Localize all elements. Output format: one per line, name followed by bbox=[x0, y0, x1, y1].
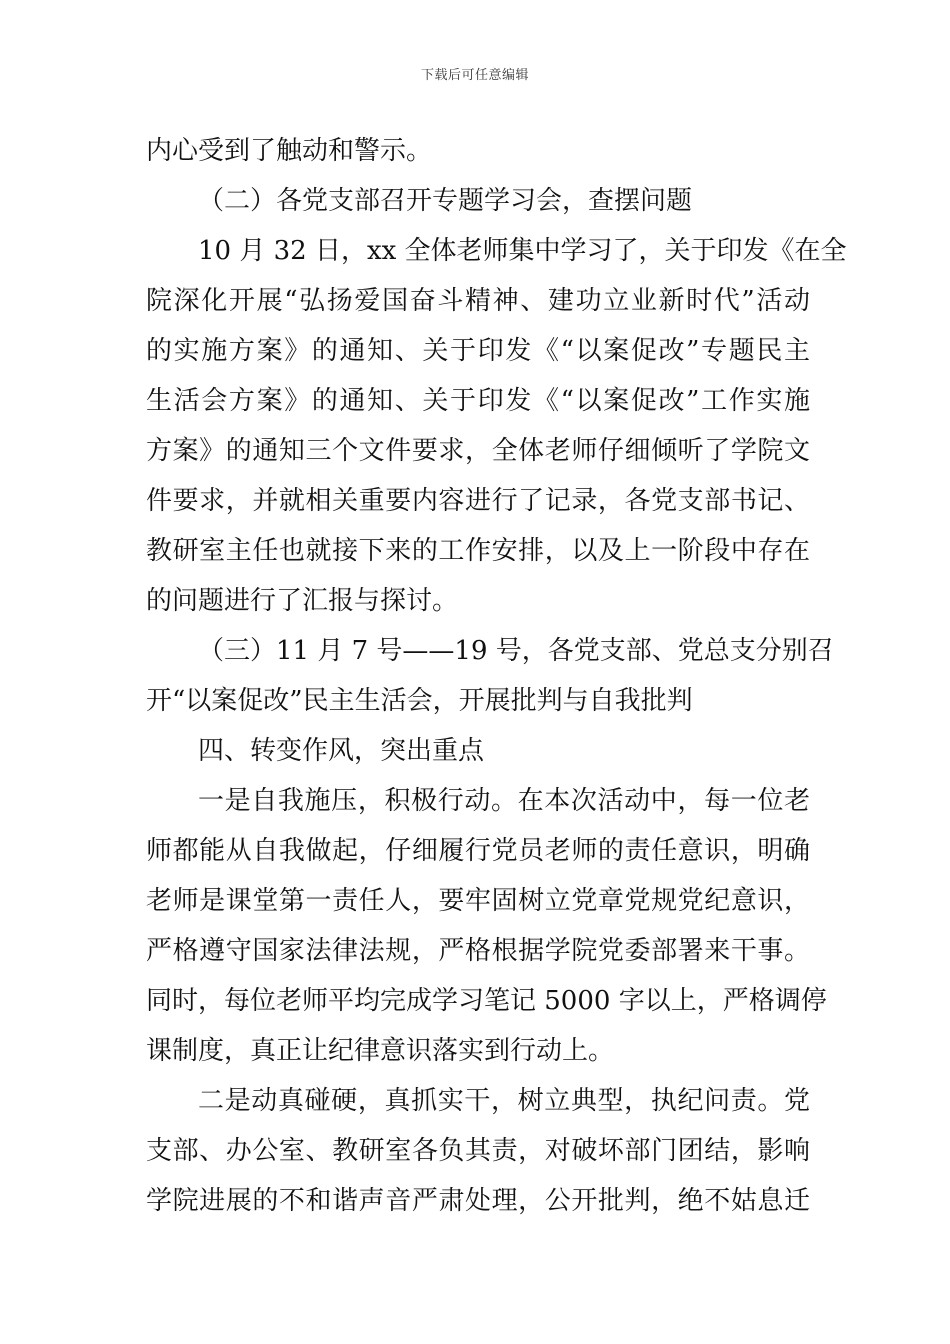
text-line: 内心受到了触动和警示。 bbox=[146, 136, 433, 166]
text-line: 方案》的通知三个文件要求，全体老师仔细倾听了学院文 bbox=[146, 436, 810, 466]
text-line: 师都能从自我做起，仔细履行党员老师的责任意识，明确 bbox=[146, 836, 810, 866]
text-line: 严格遵守国家法律法规，严格根据学院党委部署来干事。 bbox=[146, 936, 810, 966]
section-heading: （二）各党支部召开专题学习会，查摆问题 bbox=[198, 186, 693, 216]
text-line: 的问题进行了汇报与探讨。 bbox=[146, 586, 459, 616]
text-line: 学院进展的不和谐声音严肃处理，公开批判，绝不姑息迁 bbox=[146, 1186, 810, 1216]
section-heading: （三）11 月 7 号——19 号，各党支部、党总支分别召 bbox=[198, 636, 834, 666]
text-line: 支部、办公室、教研室各负其责，对破坏部门团结，影响 bbox=[146, 1136, 810, 1166]
page-header-note: 下载后可任意编辑 bbox=[420, 68, 529, 83]
text-line: 教研室主任也就接下来的工作安排，以及上一阶段中存在 bbox=[146, 536, 810, 566]
section-heading-continued: 开“以案促改”民主生活会，开展批判与自我批判 bbox=[146, 686, 693, 716]
text-line: 同时，每位老师平均完成学习笔记 5000 字以上，严格调停 bbox=[146, 986, 827, 1016]
text-line: 老师是课堂第一责任人，要牢固树立党章党规党纪意识， bbox=[146, 886, 810, 916]
text-line: 生活会方案》的通知、关于印发《“以案促改”工作实施 bbox=[146, 386, 810, 416]
text-line: 的实施方案》的通知、关于印发《“以案促改”专题民主 bbox=[146, 336, 810, 366]
text-line: 一是自我施压，积极行动。在本次活动中，每一位老 bbox=[198, 786, 810, 816]
text-line: 院深化开展“弘扬爱国奋斗精神、建功立业新时代”活动 bbox=[146, 286, 810, 316]
section-heading: 四、转变作风，突出重点 bbox=[198, 736, 485, 766]
text-line: 10 月 32 日，xx 全体老师集中学习了，关于印发《在全 bbox=[198, 236, 847, 266]
text-line: 二是动真碰硬，真抓实干，树立典型，执纪问责。党 bbox=[198, 1086, 810, 1116]
document-body bbox=[146, 126, 847, 1226]
text-line: 课制度，真正让纪律意识落实到行动上。 bbox=[146, 1036, 615, 1066]
text-line: 件要求，并就相关重要内容进行了记录，各党支部书记、 bbox=[146, 486, 810, 516]
